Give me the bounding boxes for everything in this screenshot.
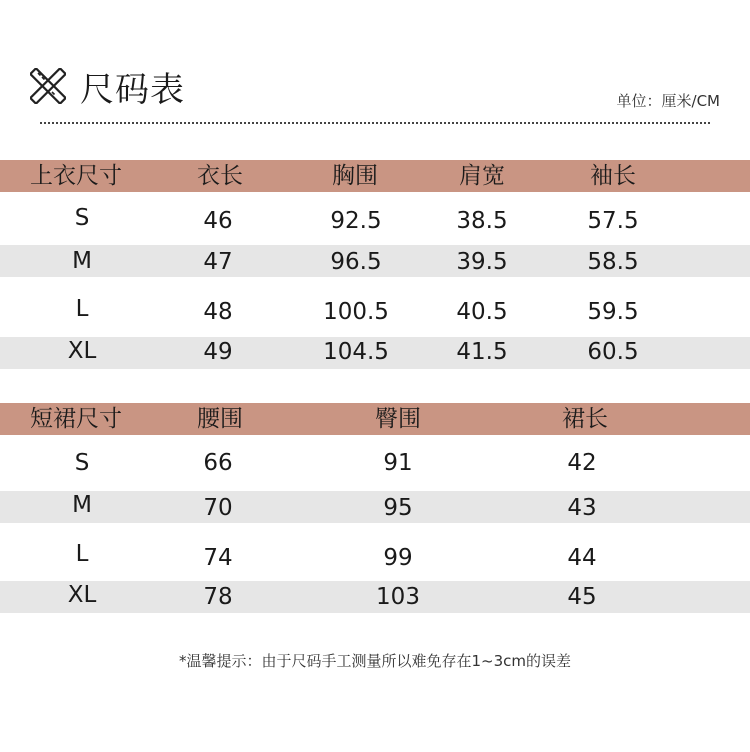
- skirt-col-size: 短裙尺寸: [30, 406, 122, 432]
- skirt-col-hip: 臀围: [375, 406, 421, 432]
- table-cell: 74: [203, 545, 233, 571]
- skirt-row-band-xl: [0, 581, 750, 613]
- table-cell: 99: [383, 545, 413, 571]
- table-cell: 44: [567, 545, 597, 571]
- skirt-size-xl: XL: [67, 582, 97, 608]
- skirt-col-waist: 腰围: [197, 406, 243, 432]
- table-cell: 57.5: [587, 208, 639, 234]
- table-cell: 100.5: [323, 299, 389, 325]
- skirt-table-header: [0, 403, 750, 435]
- top-col-sleeve: 袖长: [590, 163, 636, 189]
- table-cell: 103: [376, 584, 420, 610]
- top-size-xl: XL: [67, 338, 97, 364]
- table-cell: 95: [383, 495, 413, 521]
- table-cell: 78: [203, 584, 233, 610]
- skirt-col-length: 裙长: [562, 406, 608, 432]
- skirt-size-l: L: [75, 541, 89, 567]
- table-cell: 42: [567, 450, 597, 476]
- top-col-shoulder: 肩宽: [459, 163, 505, 189]
- top-col-length: 衣长: [197, 163, 243, 189]
- skirt-row-band-m: [0, 491, 750, 523]
- top-table-header: [0, 160, 750, 192]
- table-cell: 47: [203, 249, 233, 275]
- table-cell: 92.5: [330, 208, 382, 234]
- page-title: 尺码表: [80, 70, 185, 110]
- skirt-size-s: S: [74, 450, 90, 476]
- table-cell: 45: [567, 584, 597, 610]
- table-cell: 48: [203, 299, 233, 325]
- top-size-l: L: [75, 296, 89, 322]
- top-col-chest: 胸围: [332, 163, 378, 189]
- table-cell: 41.5: [456, 339, 508, 365]
- table-cell: 60.5: [587, 339, 639, 365]
- table-cell: 91: [383, 450, 413, 476]
- top-col-size: 上衣尺寸: [30, 163, 122, 189]
- table-cell: 59.5: [587, 299, 639, 325]
- table-cell: 39.5: [456, 249, 508, 275]
- table-cell: 66: [203, 450, 233, 476]
- top-size-m: M: [72, 248, 92, 274]
- table-cell: 40.5: [456, 299, 508, 325]
- table-cell: 38.5: [456, 208, 508, 234]
- table-cell: 70: [203, 495, 233, 521]
- table-cell: 43: [567, 495, 597, 521]
- top-size-s: S: [74, 205, 90, 231]
- table-cell: 96.5: [330, 249, 382, 275]
- ruler-pencil-cross-icon: [30, 68, 66, 104]
- dotted-divider: [40, 122, 710, 124]
- table-cell: 58.5: [587, 249, 639, 275]
- skirt-size-m: M: [72, 492, 92, 518]
- table-cell: 104.5: [323, 339, 389, 365]
- footnote: *温馨提示：由于尺码手工测量所以难免存在1~3cm的误差: [178, 652, 572, 670]
- unit-label: 单位：厘米/CM: [616, 92, 720, 110]
- table-cell: 46: [203, 208, 233, 234]
- table-cell: 49: [203, 339, 233, 365]
